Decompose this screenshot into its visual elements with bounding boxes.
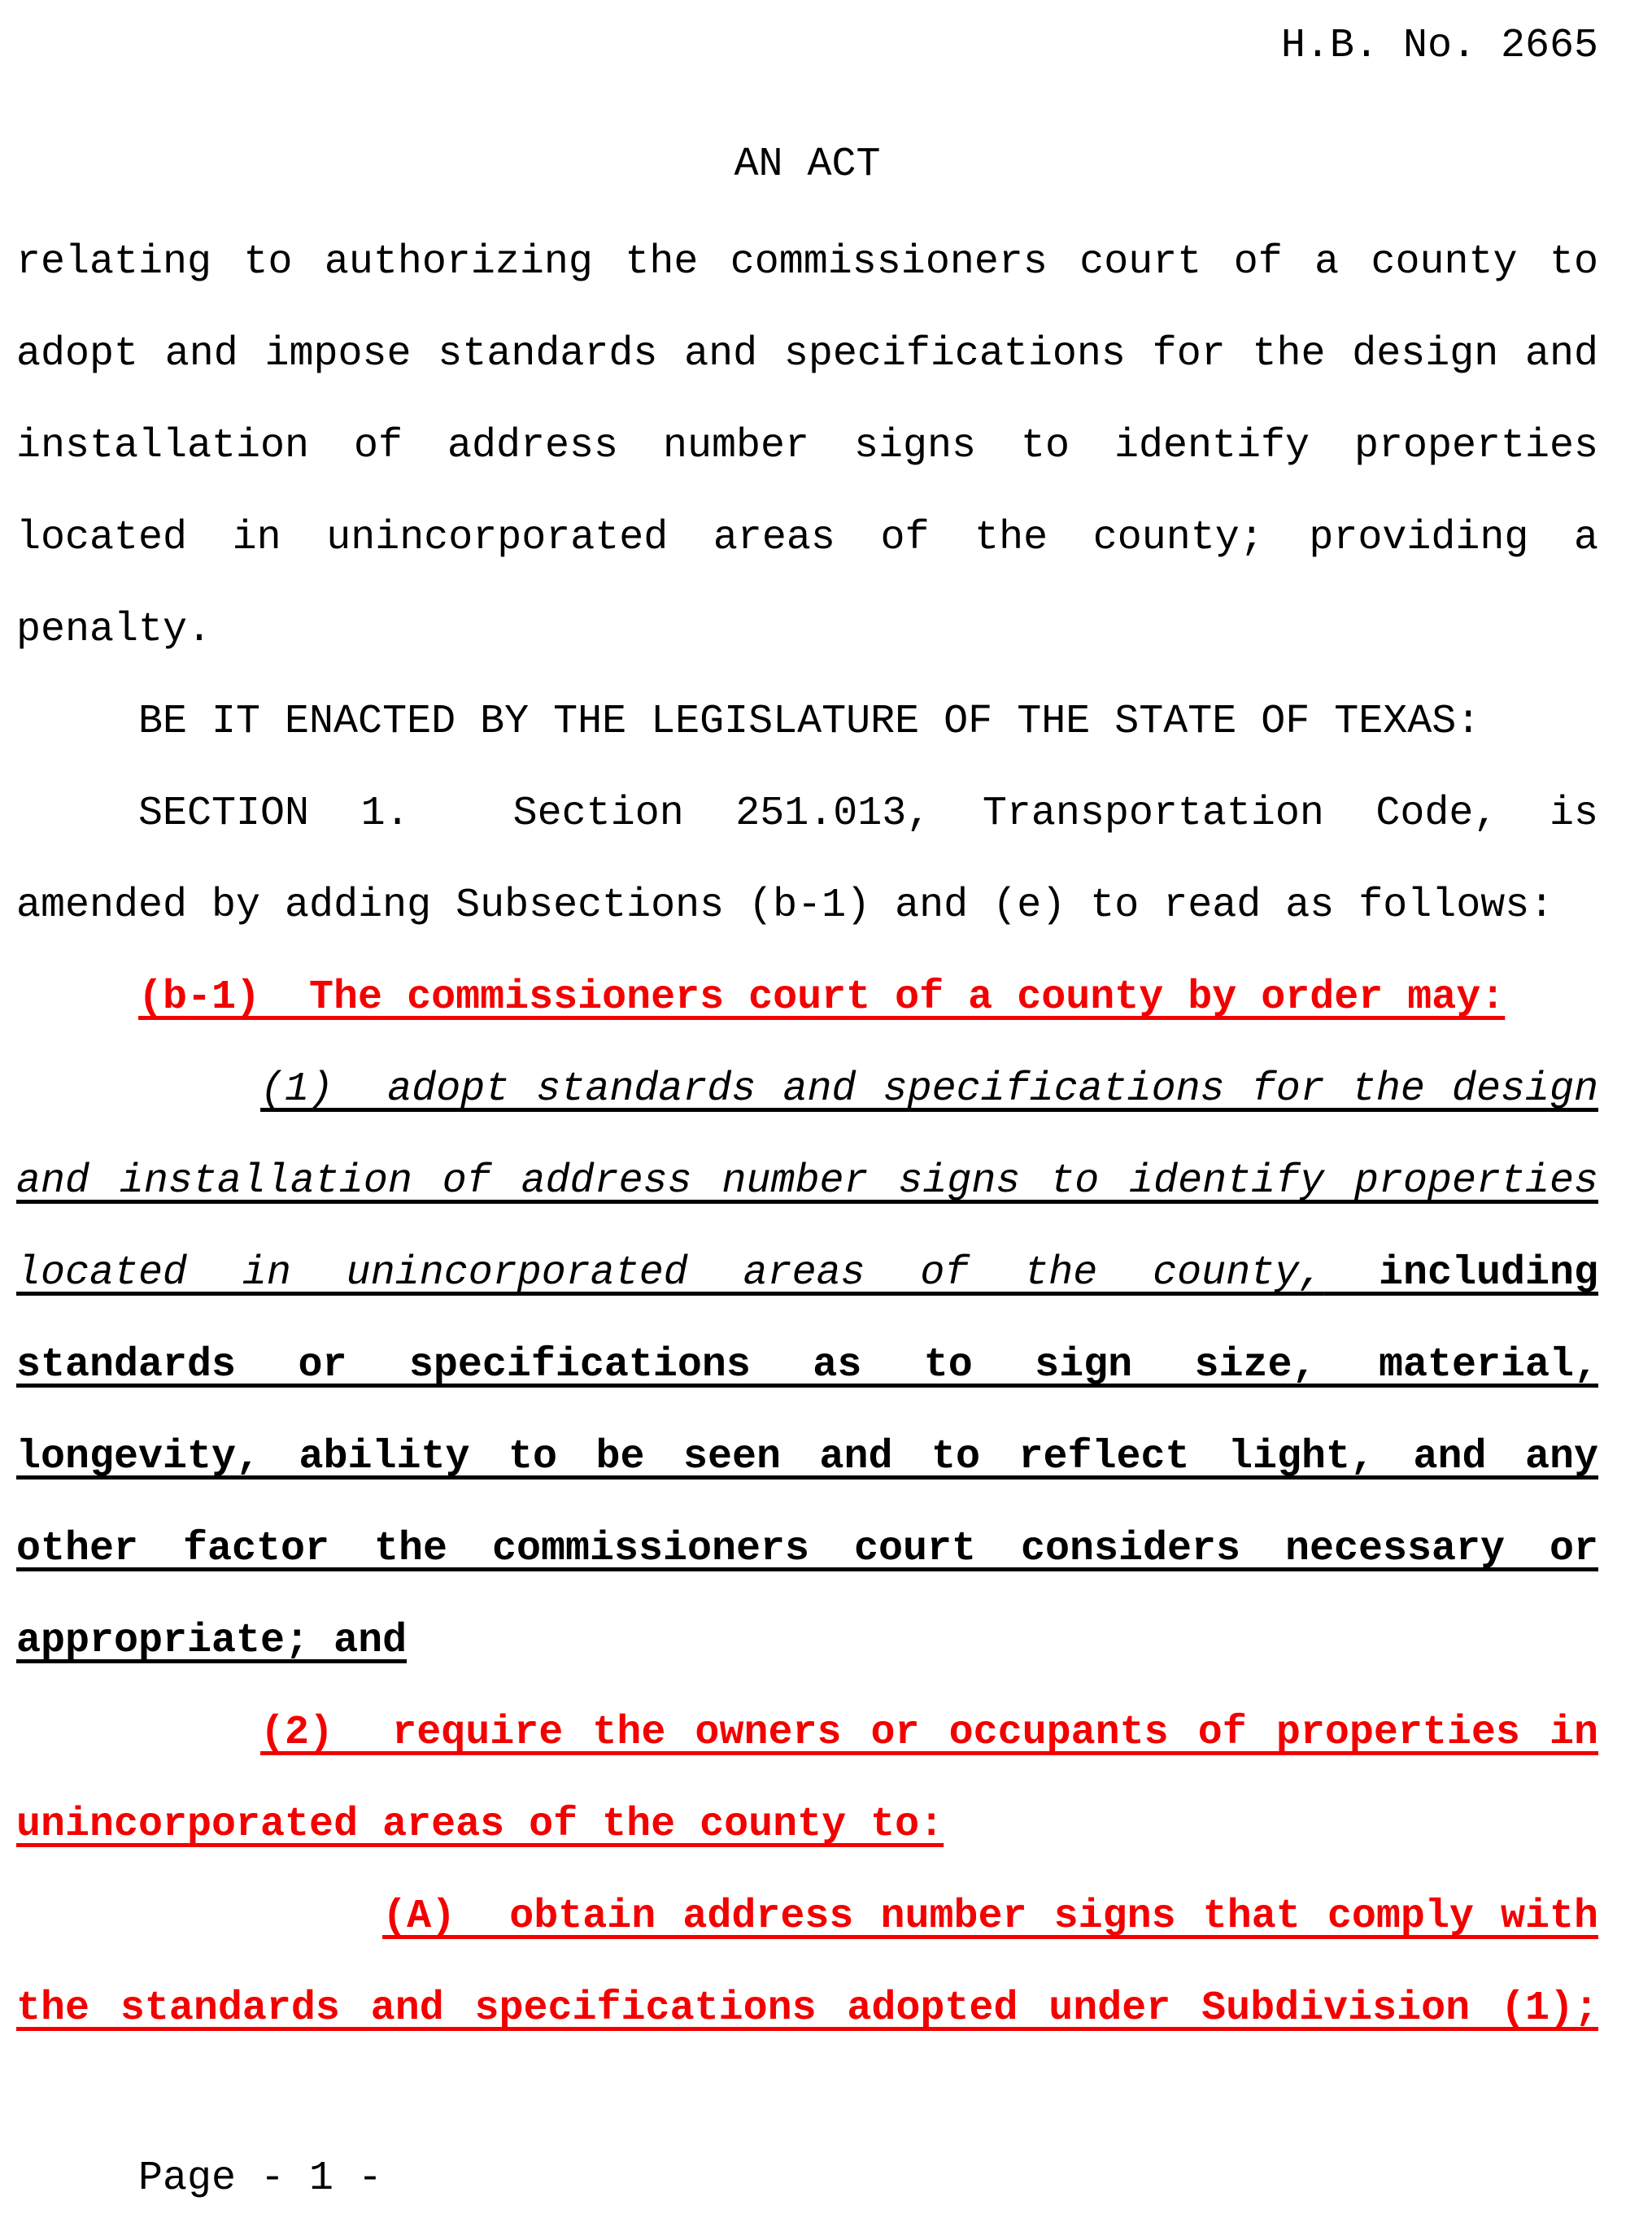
subdivision1-bold-text: standards or specifications as to sign size, material,: [16, 1342, 1598, 1388]
bill-number-text: H.B. No. 2665: [1280, 23, 1598, 69]
bill-content: [16, 0, 1598, 2225]
caption-line-5: [16, 584, 1598, 676]
subdivision2-text: unincorporated areas of the county to:: [16, 1802, 944, 1848]
subdivision1-bold-text: including: [1323, 1250, 1598, 1296]
caption-line-2: [16, 308, 1598, 400]
subdivision1-bold-text: appropriate; and: [16, 1618, 408, 1664]
subdivision2-line-2: [16, 1779, 1598, 1871]
caption-line-1: [16, 216, 1598, 308]
caption-line-4: [16, 492, 1598, 584]
subdivision1-italic-text: located in unincorporated areas of the county,: [16, 1250, 1324, 1296]
subdivision2-line-1: [16, 1687, 1598, 1779]
bill-number-header: [16, 0, 1598, 92]
paragraph-a-text: (A) obtain address number signs that comply with: [382, 1894, 1598, 1940]
act-title-text: AN ACT: [734, 142, 881, 188]
section1-text: amended by adding Subsections (b-1) and (e) to read as follows:: [16, 882, 1554, 929]
subdivision2-text: (2) require the owners or occupants of properties in: [260, 1710, 1598, 1756]
subsection-b1-line: [16, 952, 1598, 1044]
subdivision1-line-1: [16, 1044, 1598, 1135]
caption-text: relating to authorizing the commissioners court of a county to: [16, 239, 1598, 285]
section1-text: SECTION 1. Section 251.013, Transportation Code, is: [138, 791, 1598, 837]
caption-text: adopt and impose standards and specifications for the design and: [16, 331, 1598, 377]
paragraph-a-line-1: [16, 1871, 1598, 1963]
subdivision1-line-2: [16, 1135, 1598, 1227]
subdivision1-italic-text: (1) adopt standards and specifications for the design: [260, 1066, 1598, 1113]
caption-line-3: [16, 400, 1598, 492]
subdivision1-line-6: [16, 1503, 1598, 1595]
subsection-b1-text: (b-1) The commissioners court of a county by order may:: [138, 974, 1506, 1021]
subdivision1-bold-text: other factor the commissioners court considers necessary or: [16, 1526, 1598, 1572]
page-number-footer: [16, 2133, 1598, 2225]
section1-line-2: [16, 860, 1598, 952]
caption-text: installation of address number signs to identify properties: [16, 423, 1598, 469]
subdivision1-italic-text: and installation of address number signs to identify properties: [16, 1158, 1598, 1205]
enacting-clause: [16, 676, 1598, 768]
act-title: [16, 119, 1598, 211]
subdivision1-line-3: [16, 1227, 1598, 1319]
paragraph-a-line-2: [16, 1963, 1598, 2055]
subdivision1-line-5: [16, 1411, 1598, 1503]
caption-text: penalty.: [16, 607, 212, 653]
section1-line-1: [16, 768, 1598, 860]
subdivision1-line-7: [16, 1595, 1598, 1687]
page-number-text: Page - 1 -: [138, 2155, 383, 2202]
enacting-clause-text: BE IT ENACTED BY THE LEGISLATURE OF THE STATE OF TEXAS:: [138, 699, 1481, 745]
subdivision1-line-4: [16, 1319, 1598, 1411]
subdivision1-bold-text: longevity, ability to be seen and to reflect light, and any: [16, 1434, 1598, 1480]
paragraph-a-text: the standards and specifications adopted under Subdivision (1);: [16, 1985, 1598, 2032]
caption-text: located in unincorporated areas of the county; providing a: [16, 515, 1598, 561]
